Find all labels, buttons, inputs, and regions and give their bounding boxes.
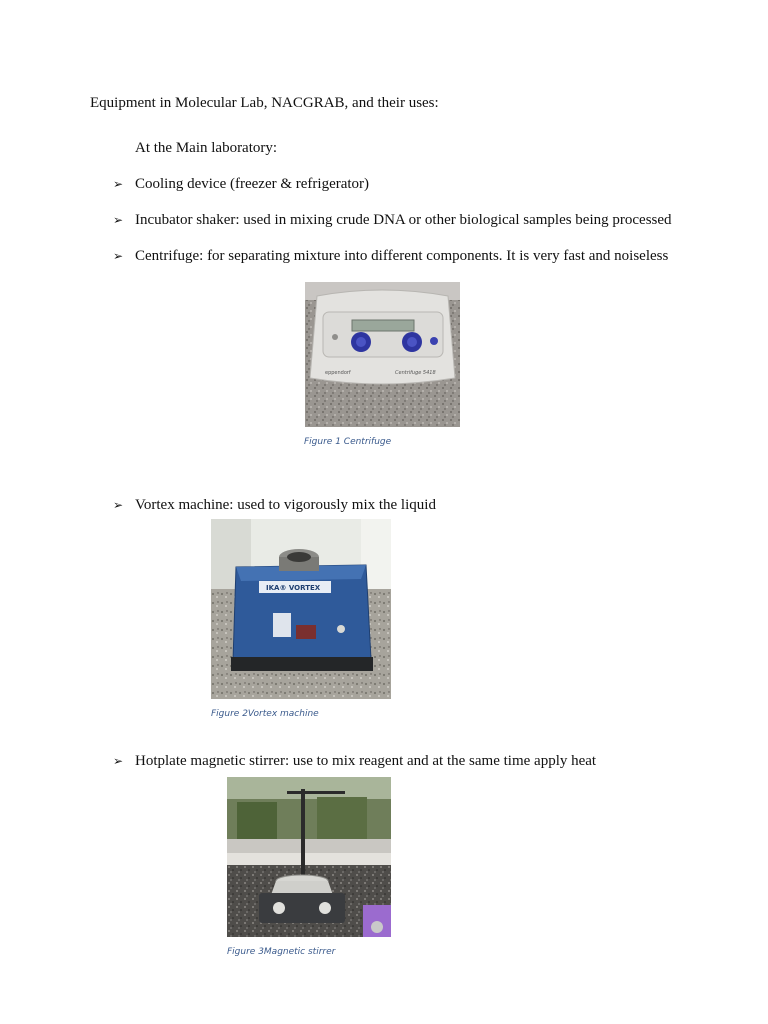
- list-item-text: Cooling device (freezer & refrigerator): [135, 176, 370, 192]
- list-item-text: Incubator shaker: used in mixing crude DNA or other biological samples being processed: [135, 212, 672, 228]
- document-title: Equipment in Molecular Lab, NACGRAB, and their uses:: [90, 95, 439, 111]
- magnetic-stirrer-photo: [227, 777, 391, 937]
- list-item-text: Hotplate magnetic stirrer: use to mix reagent and at the same time apply heat: [135, 753, 597, 769]
- brand-label: eppendorf: [325, 370, 351, 376]
- centrifuge-photo: [305, 282, 460, 427]
- figure-caption: Figure 2Vortex machine: [211, 709, 319, 719]
- model-label: Centrifuge 5418: [395, 370, 436, 376]
- list-item-text: Centrifuge: for separating mixture into different components. It is very fast and noiseless: [135, 248, 669, 264]
- list-item-text: Vortex machine: used to vigorously mix the liquid: [135, 497, 436, 513]
- brand-label: IKA® VORTEX: [266, 584, 321, 592]
- arrow-bullet-icon: ➢: [113, 213, 124, 227]
- vortex-machine-photo: [211, 519, 391, 699]
- arrow-bullet-icon: ➢: [113, 177, 124, 191]
- figure-caption: Figure 1 Centrifuge: [304, 437, 392, 447]
- arrow-bullet-icon: ➢: [113, 498, 124, 512]
- arrow-bullet-icon: ➢: [113, 754, 124, 768]
- figure-caption: Figure 3Magnetic stirrer: [227, 947, 336, 957]
- section-heading: At the Main laboratory:: [135, 140, 278, 156]
- arrow-bullet-icon: ➢: [113, 249, 124, 263]
